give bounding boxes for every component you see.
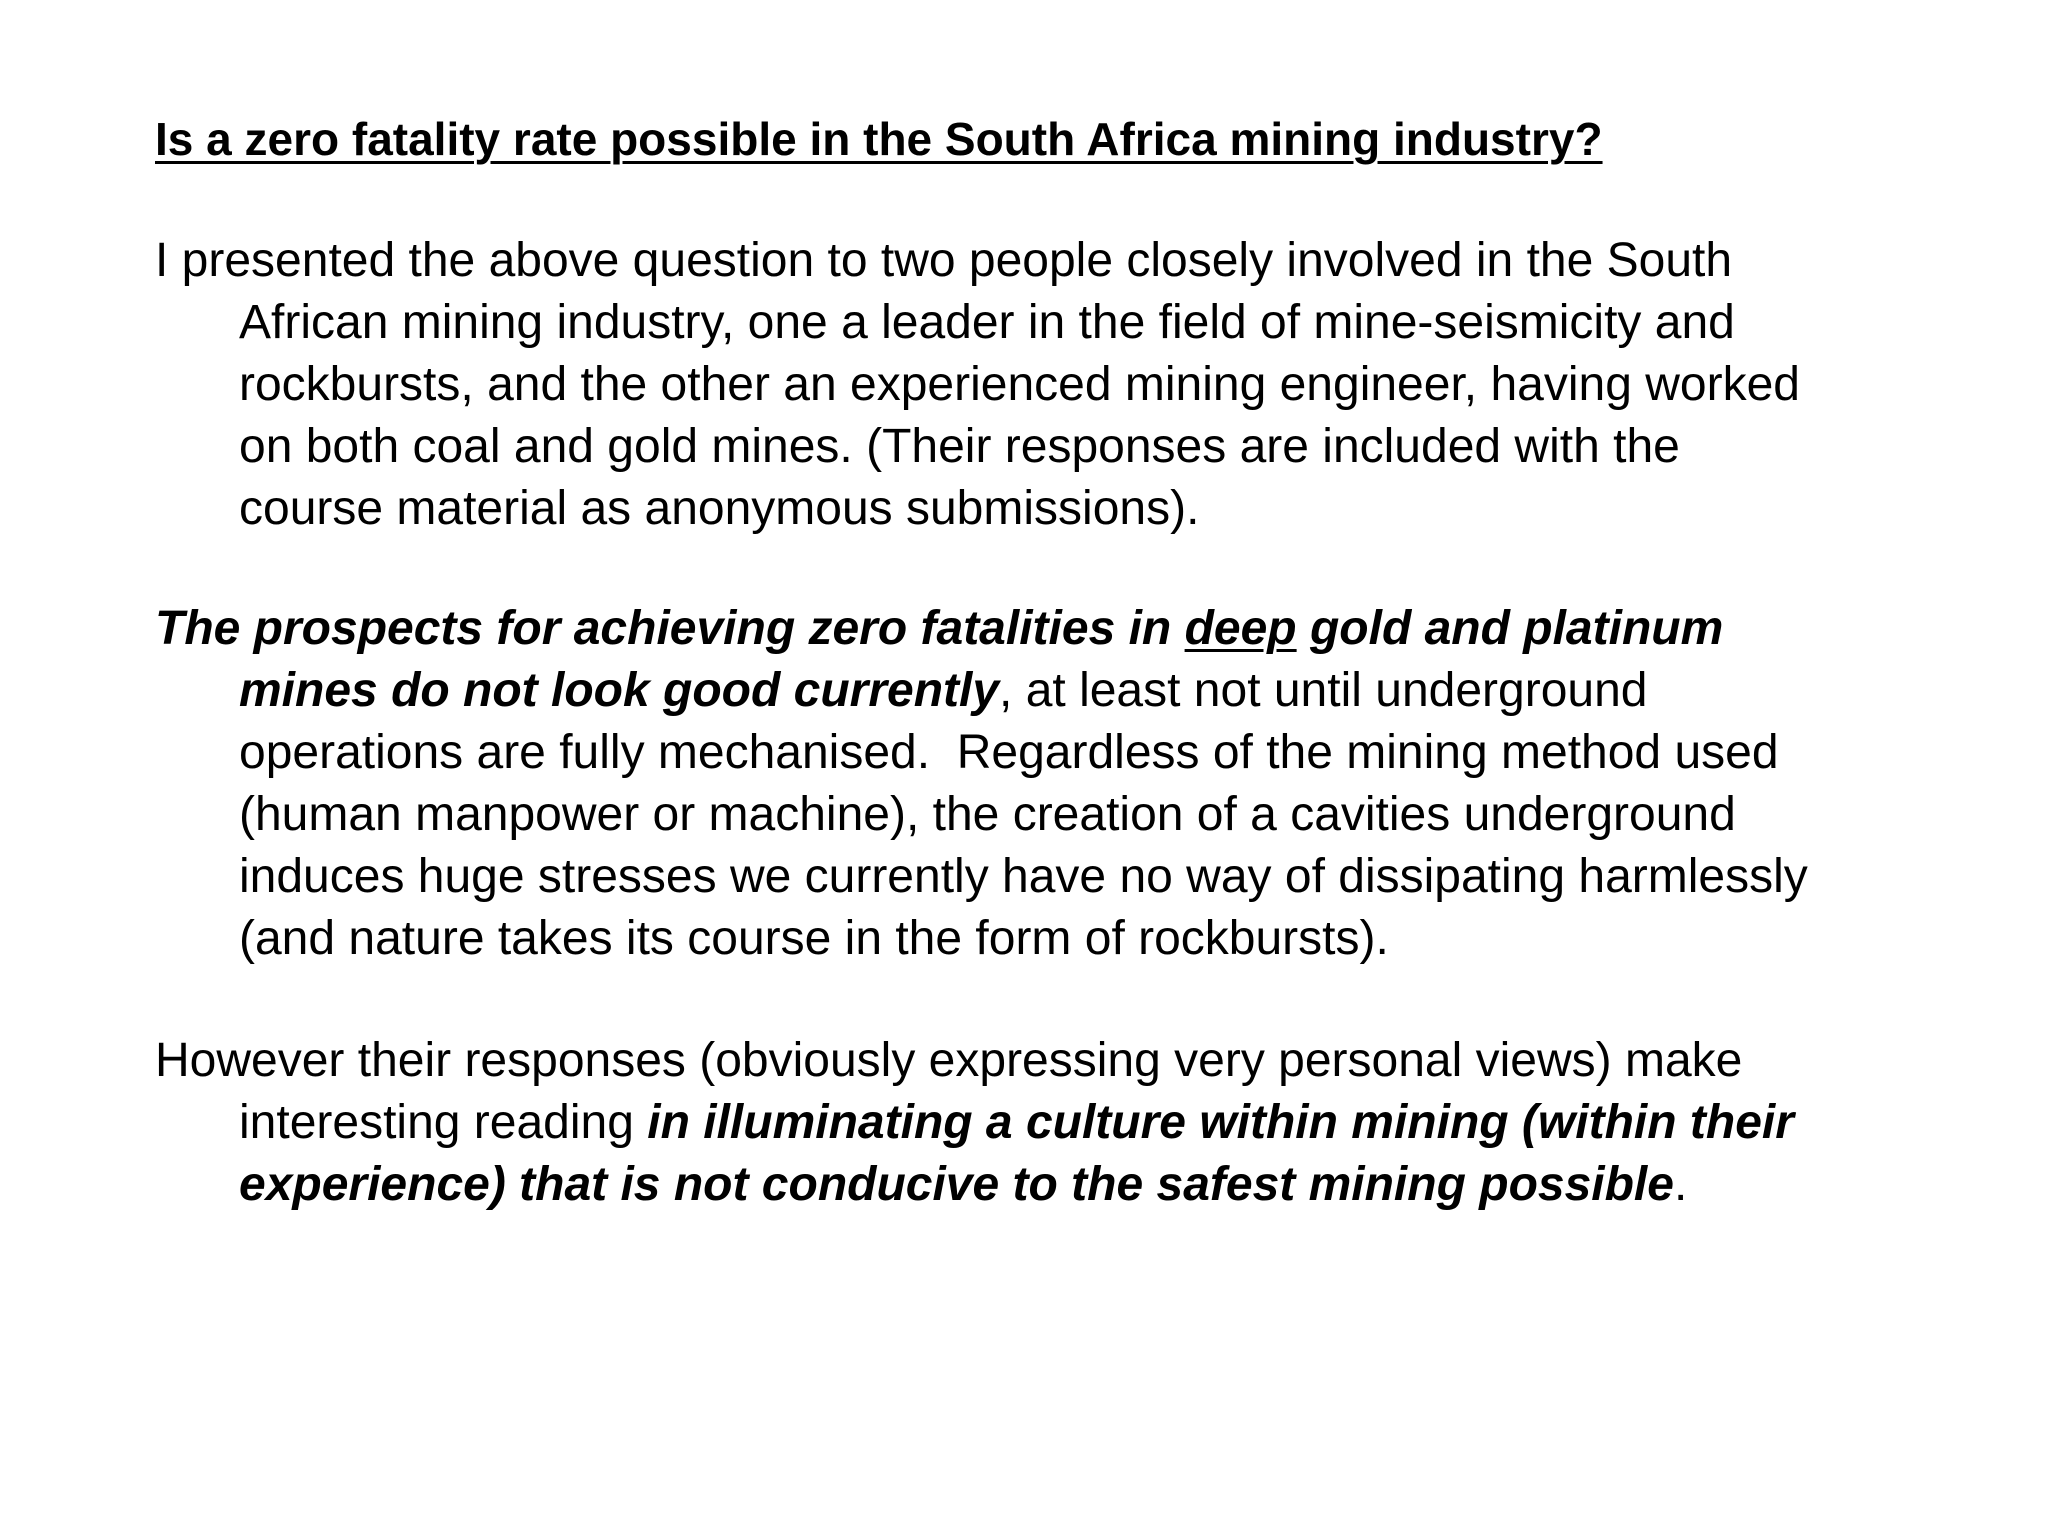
paragraph-conclusion-line-2 <box>155 1092 1935 1154</box>
emphasis-text: gold and platinum <box>1296 602 1724 655</box>
emphasis-underlined-word: deep <box>1184 602 1297 655</box>
paragraph-intro-line-1: I presented the above question to two people closely involved in the South <box>155 234 1733 287</box>
paragraph-prospects <box>155 598 1935 970</box>
paragraph-prospects-line-3: operations are fully mechanised. Regardless of the mining method used <box>239 726 1779 779</box>
paragraph-conclusion-line-1: However their responses (obviously expressing very personal views) make <box>155 1034 1743 1087</box>
paragraph-intro <box>155 230 1935 540</box>
paragraph-conclusion-line-3 <box>155 1154 1935 1216</box>
paragraph-prospects-line-4: (human manpower or machine), the creation of a cavities underground <box>239 788 1736 841</box>
slide-title: Is a zero fatality rate possible in the South Africa mining industry? <box>155 113 1603 165</box>
plain-text: , at least not until underground <box>999 664 1648 717</box>
paragraph-conclusion <box>155 1030 1935 1216</box>
paragraph-intro-line-3: rockbursts, and the other an experienced mining engineer, having worked <box>239 358 1800 411</box>
emphasis-text: in illuminating a culture within mining (within their <box>647 1096 1794 1149</box>
paragraph-prospects-line-1 <box>155 598 1935 660</box>
emphasis-text: mines do not look good currently <box>239 664 1000 717</box>
paragraph-intro-line-5: course material as anonymous submissions). <box>239 482 1200 535</box>
paragraph-intro-line-2: African mining industry, one a leader in the field of mine-seismicity and <box>239 296 1735 349</box>
paragraph-prospects-line-6: (and nature takes its course in the form of rockbursts). <box>239 912 1389 965</box>
paragraph-prospects-line-2 <box>155 660 1935 722</box>
emphasis-text: experience) that is not conducive to the safest mining possible <box>239 1158 1674 1211</box>
emphasis-text: The prospects for achieving zero fatalities in <box>155 602 1185 655</box>
plain-text: interesting reading <box>239 1096 648 1149</box>
paragraph-prospects-line-5: induces huge stresses we currently have no way of dissipating harmlessly <box>239 850 1808 903</box>
paragraph-intro-line-4: on both coal and gold mines. (Their responses are included with the <box>239 420 1680 473</box>
plain-text: . <box>1673 1158 1688 1211</box>
